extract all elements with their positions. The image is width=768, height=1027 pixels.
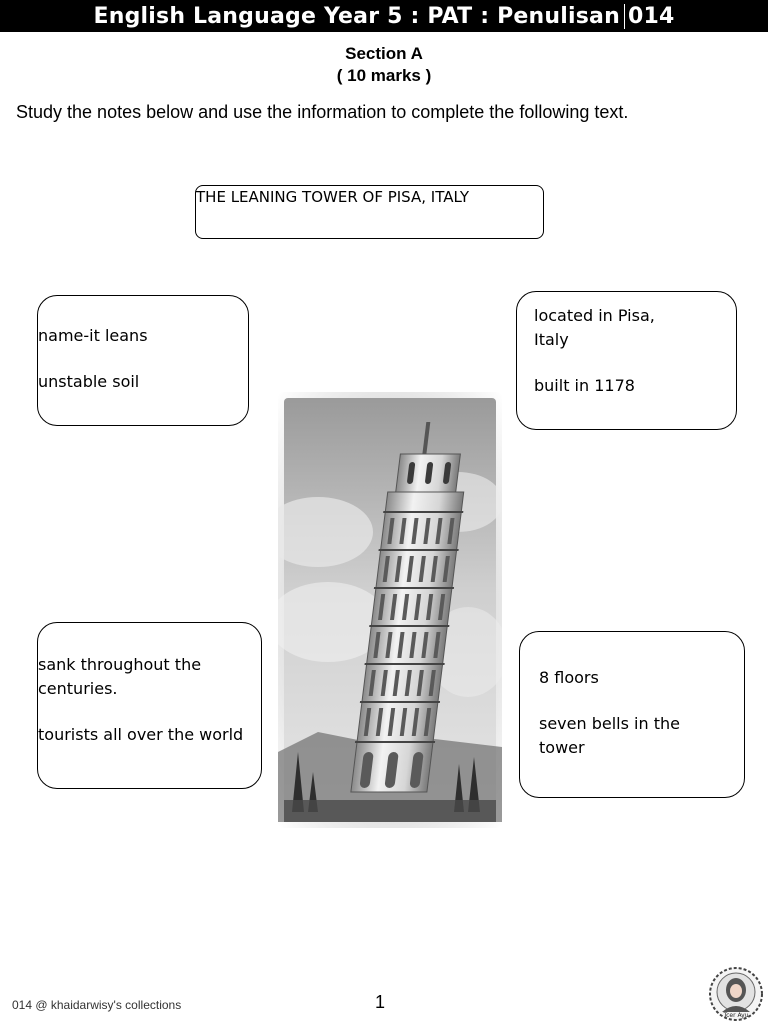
section-title: Section A: [345, 44, 423, 63]
note-line: name-it leans: [38, 326, 148, 345]
instruction-text: Study the notes below and use the information to complete the following text.: [16, 102, 629, 122]
note-line: tower: [539, 738, 585, 757]
note-line: built in 1178: [534, 376, 635, 395]
note-line: sank throughout the: [38, 655, 202, 674]
title-box-text: THE LEANING TOWER OF PISA, ITALY: [196, 188, 469, 206]
tower-photo: [278, 392, 502, 828]
note-top-left: [37, 295, 249, 426]
seal-icon: [708, 966, 764, 1022]
header-title: English Language Year 5 : PAT : Penulisan: [93, 3, 620, 29]
note-line: centuries.: [38, 679, 118, 698]
note-line: Italy: [534, 330, 569, 349]
seal-text: Tcer Ayu: [723, 1012, 749, 1019]
note-top-right: [516, 291, 737, 430]
note-bottom-right: [519, 631, 745, 798]
note-bottom-left: [37, 622, 262, 789]
note-line: 8 floors: [539, 668, 599, 687]
page-number: 1: [375, 992, 386, 1012]
footer-credit: 014 @ khaidarwisy's collections: [12, 998, 182, 1012]
leaning-tower-illustration: [278, 392, 502, 828]
section-marks: ( 10 marks ): [336, 66, 432, 85]
page-header: [0, 0, 768, 32]
note-line: unstable soil: [38, 372, 140, 391]
header-code: 014: [624, 4, 675, 29]
title-box: [195, 185, 544, 239]
note-line: tourists all over the world: [38, 725, 244, 744]
author-seal-logo: [708, 966, 764, 1022]
note-line: located in Pisa,: [534, 306, 655, 325]
note-line: seven bells in the: [539, 714, 680, 733]
